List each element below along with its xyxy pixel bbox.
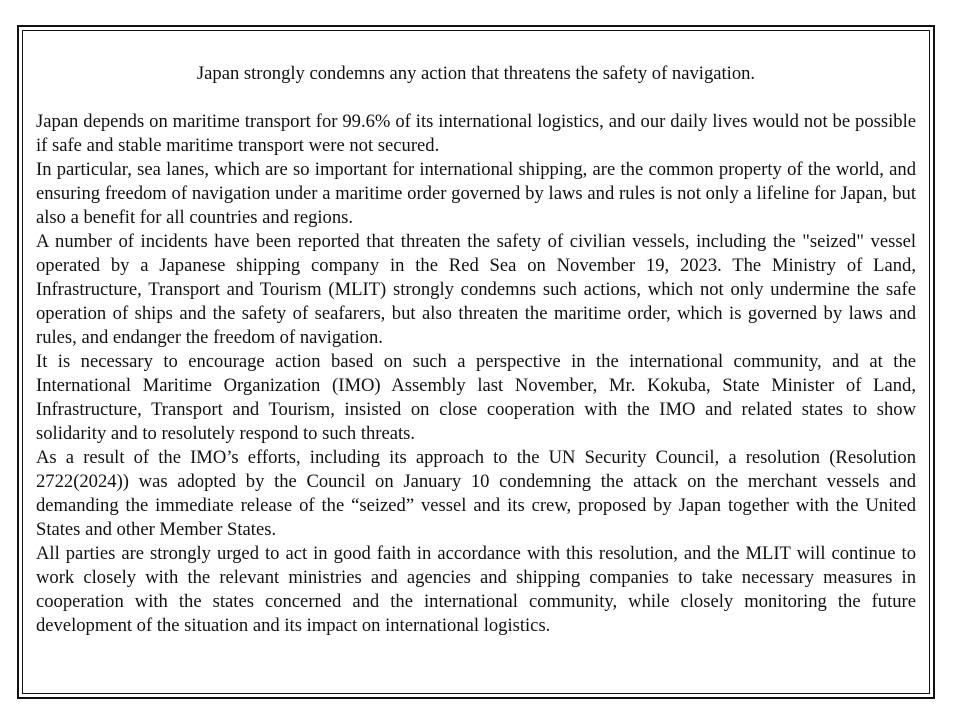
- paragraph-call-to-action: All parties are strongly urged to act in good faith in accordance with this resolution, and the MLIT will continue to work closely with the relevant ministries and agencies and shipping companies to take necessary measures in cooperation with the states concerned and the international community, while closely monitoring the future development of the situation and its impact on international logistics.: [36, 543, 916, 636]
- paragraph-un-resolution: As a result of the IMO’s efforts, including its approach to the UN Security Council, a resolution (Resolution 2722(2024)) was adopted by the Council on January 10 condemning the attack on the merchant vessels and demanding the immediate release of the “seized” vessel and its crew, proposed by Japan together with the United States and other Member States.: [36, 447, 916, 540]
- paragraph-incidents: A number of incidents have been reported that threaten the safety of civilian vessels, including the "seized" vessel operated by a Japanese shipping company in the Red Sea on November 19, 2023. The Ministry of Land, Infrastructure, Transport and Tourism (MLIT) strongly condemns such actions, which not only undermine the safe operation of ships and the safety of seafarers, but also threaten the maritime order, which is governed by laws and rules, and endanger the freedom of navigation.: [36, 231, 916, 348]
- statement-body: [36, 62, 916, 638]
- paragraph-maritime-dependence: Japan depends on maritime transport for 99.6% of its international logistics, and our daily lives would not be possible if safe and stable maritime transport were not secured.: [36, 111, 916, 156]
- paragraph-sea-lanes: In particular, sea lanes, which are so important for international shipping, are the common property of the world, and ensuring freedom of navigation under a maritime order governed by laws and rules is not only a lifeline for Japan, but also a benefit for all countries and regions.: [36, 159, 916, 228]
- paragraph-imo-assembly: It is necessary to encourage action based on such a perspective in the international community, and at the International Maritime Organization (IMO) Assembly last November, Mr. Kokuba, State Minister of Land, Infrastructure, Transport and Tourism, insisted on close cooperation with the IMO and related states to show solidarity and to resolutely respond to such threats.: [36, 351, 916, 444]
- statement-title: Japan strongly condemns any action that threatens the safety of navigation.: [196, 63, 756, 84]
